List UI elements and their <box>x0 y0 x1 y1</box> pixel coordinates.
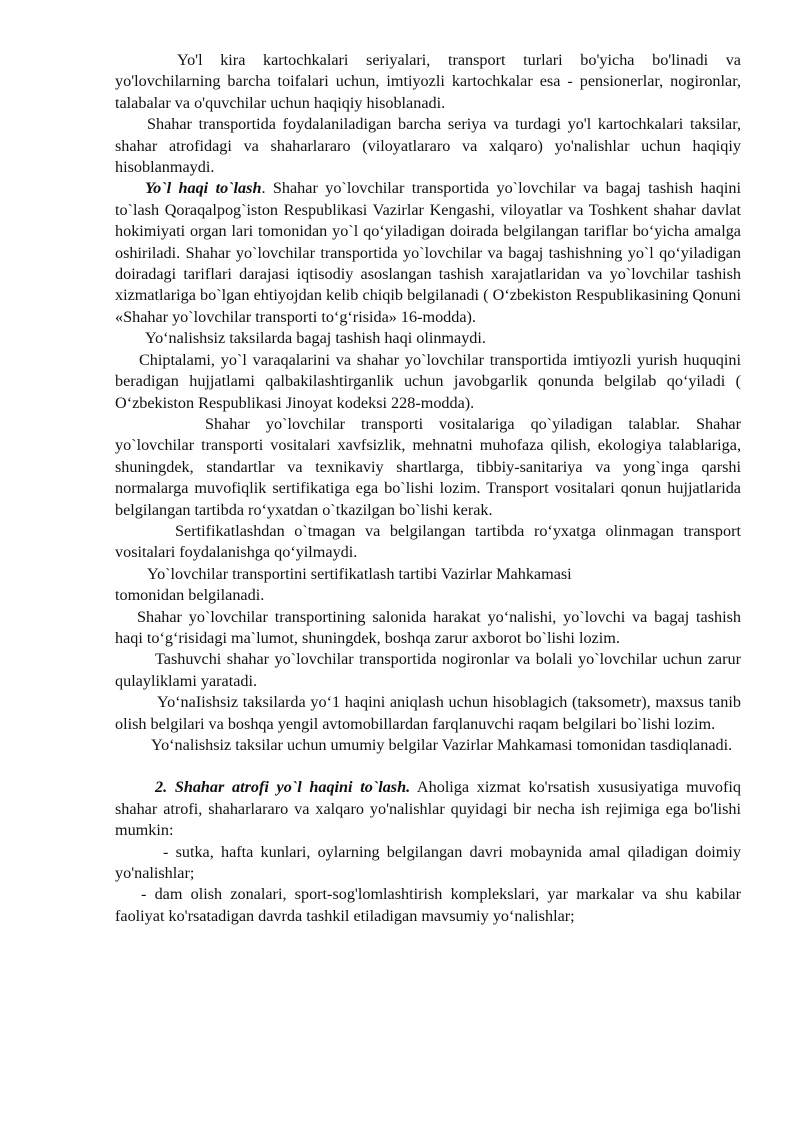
document-page <box>115 50 741 927</box>
paragraph-certification-order <box>115 564 741 607</box>
paragraph-cards-not-valid: Shahar transportida foydalaniladigan barcha seriya va turdagi yo'l kartochkalari taksilar, shahar atrofidagi va shaharlararo (viloyatlararo va xalqaro) yo'nalishlar uchun haqiqiy hisoblanmaydi. <box>115 115 741 177</box>
paragraph-taxi-signs: Yo‘nalishsiz taksilar uchun umumiy belgilar Vazirlar Mahkamasi tomonidan tasdiqlanadi. <box>151 736 733 754</box>
suburban-fare-text: Aholiga xizmat ko'rsatish xususiyatiga muvofiq shahar atrofi, shaharlararo va xalqaro yo'nalishlar quyidagi bir necha ish rejimiga ega bo'lishi mumkin: <box>115 778 741 840</box>
suburban-fare-heading: 2. Shahar atrofi yo`l haqini to`lash. <box>155 778 411 797</box>
paragraph-disabled-passengers: Tashuvchi shahar yo`lovchilar transportida nogironlar va bolali yo`lovchilar uchun zarur qulayliklami yaratadi. <box>115 650 741 690</box>
list-item-seasonal-routes: - dam olish zonalari, sport-sog'lomlashtirish komplekslari, yar markalar va shu kabilar faoliyat ko'rsatadigan davrda tashkil etiladigan mavsumiy yo‘nalishlar; <box>115 885 741 925</box>
paragraph-ticket-forgery: Chiptalami, yo`l varaqalarini va shahar yo`lovchilar transportida imtiyozli yurish huquqini beradigan hujjatlami qalbakilashtirganlik uchun javobgarlik qonunda belgilab qo‘yiladi ( O‘zbekiston Respublikasi Jinoyat kodeksi 228-modda). <box>115 350 741 412</box>
list-item-permanent-routes: - sutka, hafta kunlari, oylarning belgilangan davri mobaynida amal qiladigan doimiy yo'nalishlar; <box>115 842 741 883</box>
paragraph-fare-payment <box>115 178 741 328</box>
paragraph-travel-cards: Yo'l kira kartochkalari seriyalari, transport turlari bo'yicha bo'linadi va yo'lovchilarning barcha toifalari uchun, imtiyozli kartochkalar esa - pensionerlar, nogironlar, talabalar va o'quvchilar uchun haqiqiy hisoblanadi. <box>115 51 741 112</box>
fare-payment-heading: Yo`l haqi to`lash <box>145 179 262 198</box>
section-gap <box>115 756 741 777</box>
paragraph-baggage-taxi: Yo‘nalishsiz taksilarda bagaj tashish haqi olinmaydi. <box>145 329 486 348</box>
paragraph-salon-info: Shahar yo`lovchilar transportining salonida harakat yo‘nalishi, yo`lovchi va bagaj tashish haqi to‘g‘risidagi ma`lumot, shuningdek, boshqa zarur axborot bo`lishi lozim. <box>115 607 741 647</box>
certification-line-1: Yo`lovchilar transportini sertifikatlash tartibi Vazirlar Mahkamasi <box>147 564 572 583</box>
paragraph-vehicle-requirements: Shahar yo`lovchilar transporti vositalariga qo`yiladigan talablar. Shahar yo`lovchilar transporti vositalari xavfsizlik, mehnatni muhofaza qilish, ekologiya talablariga, shuningdek, standartlar va texnikaviy shartlarga, tibbiy-sanitariya va yong`inga qarshi normalarga muvofiqlik sertifikatiga ega bo`lishi lozim. Transport vositalari qonun hujjatlarida belgilangan tartibda ro‘yxatdan o`tkazilgan bo`lishi kerak. <box>115 414 741 519</box>
certification-line-2: tomonidan belgilanadi. <box>115 586 265 605</box>
paragraph-uncertified-vehicles: Sertifikatlashdan o`tmagan va belgilangan tartibda ro‘yxatga olinmagan transport vositalari foydalanishga qo‘yilmaydi. <box>115 521 741 562</box>
paragraph-taximeter: Yo‘naIishsiz taksilarda yo‘1 haqini aniqlash uchun hisoblagich (taksometr), maxsus tanib olish belgilari va boshqa yengil avtomobillardan farqlanuvchi raqam belgilari bo`lishi lozim. <box>115 693 741 733</box>
fare-payment-text: . Shahar yo`lovchilar transportida yo`lovchilar va bagaj tashish haqini to`lash Qoraqalpog`iston Respublikasi Vazirlar Kengashi, viloyatlar va Toshkent shahar davlat hokimiyati organ lari tomonidan yo`l qo‘yiladigan doirada belgilangan tariflar bo‘yicha amalga oshiriladi. Shahar yo`lovchilar transportida yo`lovchilar va bagaj tashishning yo`l qo‘yiladigan doiradagi tariflari darajasi iqtisodiy asoslangan tashish xarajatlaridan va yo`lovchilar tashish xizmatlariga bo`lgan ehtiyojdan kelib chiqib belgilanadi ( O‘zbekiston Respublikasining Qonuni «Shahar yo`lovchilar transporti to‘g‘risida» 16-modda). <box>115 179 741 326</box>
paragraph-suburban-fare <box>115 777 741 841</box>
